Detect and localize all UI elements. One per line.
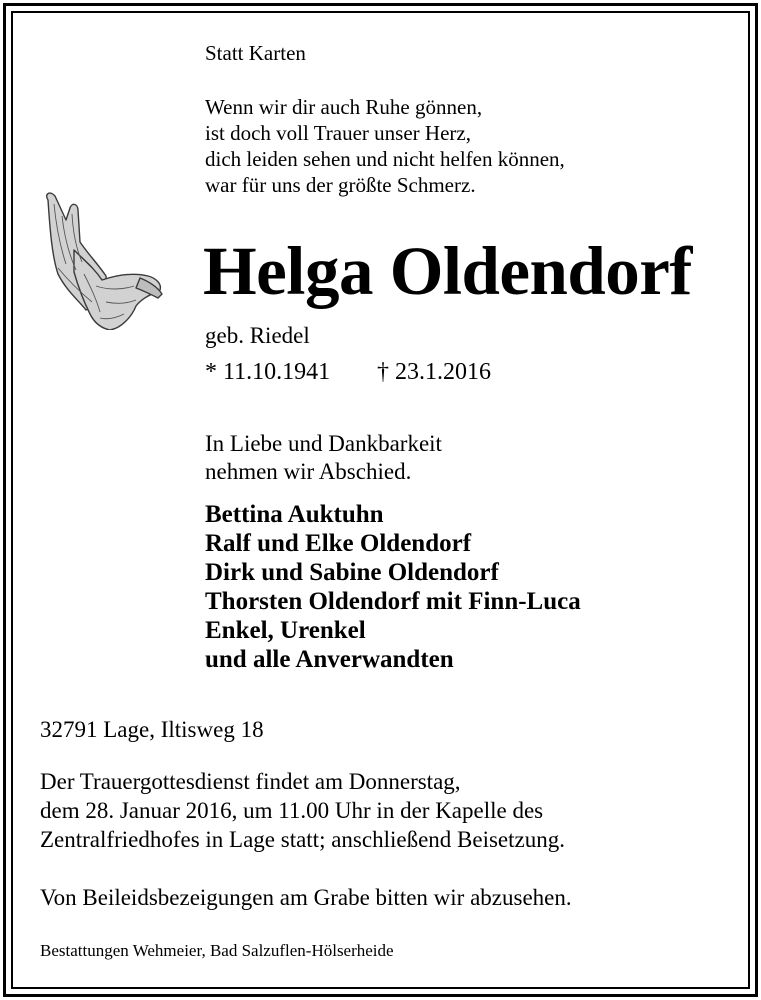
undertaker: Bestattungen Wehmeier, Bad Salzuflen-Hölserheide	[40, 941, 394, 960]
verse-line: ist doch voll Trauer unser Herz,	[205, 121, 471, 145]
service-line: dem 28. Januar 2016, um 11.00 Uhr in der Kapelle des	[40, 798, 544, 823]
mourner: Ralf und Elke Oldendorf	[205, 530, 472, 557]
deceased-name: Helga Oldendorf	[203, 233, 692, 309]
service-line: Zentralfriedhofes in Lage statt; anschließend Beisetzung.	[40, 827, 565, 852]
intro-text: Statt Karten	[205, 41, 306, 65]
birth-date: * 11.10.1941	[205, 359, 331, 385]
mourner: und alle Anverwandten	[205, 646, 454, 673]
life-dates	[205, 359, 491, 385]
mourner: Bettina Auktuhn	[205, 501, 384, 528]
farewell-line: In Liebe und Dankbarkeit	[205, 431, 442, 456]
mourner: Thorsten Oldendorf mit Finn-Luca	[205, 588, 581, 615]
address: 32791 Lage, Iltisweg 18	[40, 717, 264, 742]
service-info	[40, 767, 565, 854]
farewell	[205, 430, 442, 486]
farewell-line: nehmen wir Abschied.	[205, 459, 412, 484]
verse-line: Wenn wir dir auch Ruhe gönnen,	[205, 95, 483, 119]
condolence-note: Von Beileidsbezeigungen am Grabe bitten wir abzusehen.	[40, 885, 572, 910]
verse-line: war für uns der größte Schmerz.	[205, 173, 476, 197]
verse	[205, 94, 565, 198]
mourners-list	[205, 500, 581, 674]
verse-line: dich leiden sehen und nicht helfen können,	[205, 147, 565, 171]
praying-hands-icon	[36, 190, 164, 330]
mourner: Dirk und Sabine Oldendorf	[205, 559, 499, 586]
mourner: Enkel, Urenkel	[205, 617, 366, 644]
service-line: Der Trauergottesdienst findet am Donnerstag,	[40, 769, 461, 794]
maiden-name: geb. Riedel	[205, 323, 310, 348]
death-date: † 23.1.2016	[377, 359, 491, 385]
